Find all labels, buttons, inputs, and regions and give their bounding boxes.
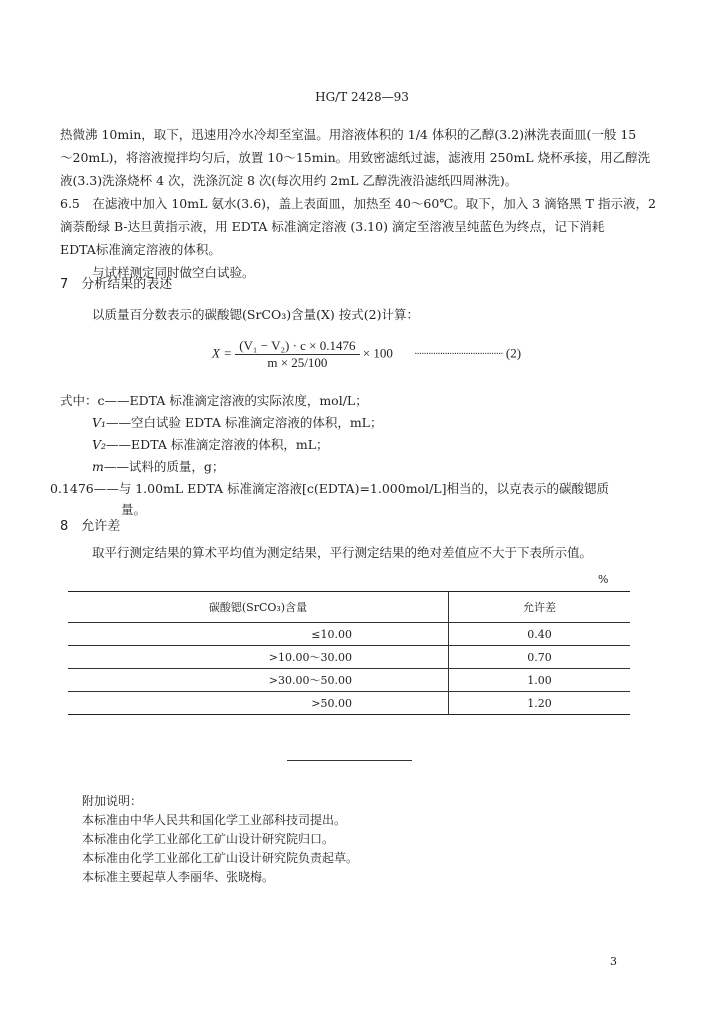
table-row — [68, 623, 630, 646]
formula-factor: × 100 — [362, 345, 393, 361]
tolerance-table — [68, 591, 630, 715]
cell-content: >50.00 — [68, 692, 449, 715]
cell-content: >10.00～30.00 — [68, 646, 449, 669]
notes-title: 附加说明： — [82, 794, 143, 808]
def-symbol: V₁ — [92, 415, 107, 430]
note-line: 本标准由中华人民共和国化学工业部科技司提出。 — [82, 813, 347, 827]
page-number: 3 — [610, 955, 617, 968]
def-symbol: V₂ — [92, 437, 107, 452]
cell-content: ≤10.00 — [68, 623, 449, 646]
body-line: EDTA标准滴定溶液的体积。 — [60, 242, 221, 257]
cell-content: >30.00～50.00 — [68, 669, 449, 692]
section-7-intro: 以质量百分数表示的碳酸锶(SrCO₃)含量(X) 按式(2)计算： — [92, 307, 419, 322]
section-8-intro: 取平行测定结果的算术平均值为测定结果，平行测定结果的绝对差值应不大于下表所示值。 — [92, 545, 593, 560]
formula-lhs: X = — [212, 345, 232, 361]
def-text: 量。 — [121, 502, 147, 517]
formula-numerator: (V₁ − V₂) · c × 0.1476 — [235, 338, 359, 355]
table-row — [68, 669, 630, 692]
table-row — [68, 646, 630, 669]
cell-tolerance: 0.70 — [449, 646, 631, 669]
def-text: ——与 1.00mL EDTA 标准滴定溶液[c(EDTA)=1.000mol/L]相当的，以克表示的碳酸锶质 — [93, 481, 609, 496]
formula-denominator: m × 25/100 — [267, 355, 328, 370]
table-row — [68, 692, 630, 715]
header-content: 碳酸锶(SrCO₃)含量 — [68, 592, 449, 623]
def-symbol: m — [92, 459, 104, 474]
cell-tolerance: 1.00 — [449, 669, 631, 692]
note-line: 本标准主要起草人李丽华、张晓梅。 — [82, 870, 275, 884]
def-text: ——空白试验 EDTA 标准滴定溶液的体积，mL； — [106, 415, 383, 430]
body-line: ～20mL)，将溶液搅拌均匀后，放置 10～15min。用致密滤纸过滤，滤液用 250mL 烧杯承接，用乙醇洗 — [60, 150, 651, 165]
body-line: 热微沸 10min，取下，迅速用冷水冷却至室温。用溶液体积的 1/4 体积的乙醇(3.2)淋洗表面皿(一般 15 — [60, 127, 637, 142]
formula-leader-dots: ······································ — [414, 349, 503, 361]
body-line: 6.5 在滤液中加入 10mL 氨水(3.6)，盖上表面皿，加热至 40～60℃。取下，加入 3 滴铬黑 T 指示液，2 — [60, 196, 656, 211]
note-line: 本标准由化学工业部化工矿山设计研究院归口。 — [82, 832, 335, 846]
body-line: 与试样测定同时做空白试验。 — [92, 265, 255, 280]
end-divider — [287, 760, 412, 761]
table-unit: % — [598, 573, 609, 586]
def-text: ——试料的质量，g； — [103, 459, 225, 474]
def-text: ——EDTA 标准滴定溶液的体积，mL； — [106, 437, 329, 452]
formula-2 — [212, 338, 521, 371]
def-symbol: 0.1476 — [50, 481, 94, 496]
formula-fraction — [235, 338, 359, 371]
cell-tolerance: 0.40 — [449, 623, 631, 646]
cell-tolerance: 1.20 — [527, 696, 552, 710]
note-line: 本标准由化学工业部化工矿山设计研究院负责起草。 — [82, 851, 359, 865]
section-8-heading: 8 允许差 — [60, 519, 121, 534]
formula-number: (2) — [505, 345, 522, 361]
section-7-heading: 7 分析结果的表述 — [60, 277, 173, 292]
table-header-row — [68, 592, 630, 623]
def-symbol: 式中：c — [60, 393, 105, 408]
body-line: 滴萘酚绿 B-达旦黄指示液，用 EDTA 标准滴定溶液 (3.10) 滴定至溶液呈纯蓝色为终点，记下消耗 — [60, 219, 605, 234]
def-text: ——EDTA 标准滴定溶液的实际浓度，mol/L； — [104, 393, 368, 408]
document-code-header: HG/T 2428—93 — [315, 90, 409, 104]
body-line: 液(3.3)洗涤烧杯 4 次，洗涤沉淀 8 次(每次用约 2mL 乙醇洗液沿滤纸四周淋洗)。 — [60, 173, 518, 188]
header-tolerance: 允许差 — [449, 592, 631, 623]
